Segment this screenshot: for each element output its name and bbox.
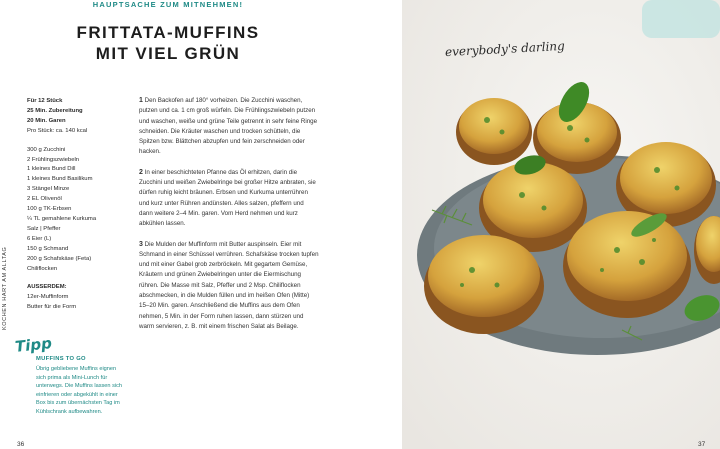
tip-title: MUFFINS TO GO [36, 356, 86, 362]
servings: Für 12 Stück [27, 98, 63, 104]
step-number: 2 [139, 168, 143, 176]
section-kicker: HAUPTSACHE ZUM MITNEHMEN! [92, 0, 244, 9]
side-running-label: KOCHEN HART AM ALLTAG [2, 246, 8, 330]
step-text: Den Backofen auf 180° vorheizen. Die Zucchini waschen, putzen und ca. 1 cm groß würfeln. Die Frühlingszwiebeln putzen und waschen, weiße und grüne Teile getrennt in sehr feine Ringe schneiden. Die Kräuter waschen und trocken schütteln, die Spitzen bzw. Blättchen abzupfen und fein zerschneiden oder hacken. [139, 97, 318, 156]
calories: Pro Stück: ca. 140 kcal [27, 127, 88, 134]
ingredient-item: 100 g TK-Erbsen [27, 206, 72, 213]
muffin [424, 235, 544, 334]
right-page-photo [402, 0, 720, 449]
prep-time: 25 Min. Zubereitung [27, 107, 83, 114]
ingredient-item: 150 g Schmand [27, 245, 69, 252]
page-number-right: 37 [698, 441, 706, 448]
tip-text: Übrig gebliebene Muffins eignen sich prima als Mini-Lunch für unterwegs. Die Muffins lassen sich einfrieren oder abgekühlt in einer Box bis zum übernächsten Tag im Kühlschrank aufbewahren. [36, 366, 123, 415]
muffin [563, 211, 691, 318]
glass-decoration [642, 0, 720, 38]
extra-heading: AUSSERDEM: [27, 284, 67, 291]
ingredient-item: 6 Eier (L) [27, 235, 52, 242]
ingredient-item: ¼ TL gemahlene Kurkuma [27, 215, 97, 222]
cook-time: 20 Min. Garen [27, 117, 66, 124]
step-number: 1 [139, 97, 143, 104]
step-text: In einer beschichteten Pfanne das Öl erhitzen, darin die Zucchini und weißen Zwiebelringe bei großer Hitze anbraten, sie dürfen ruhig leicht bräunen. Erbsen und Kurkuma unterrühren und kurz unter Rühren andünsten. Alles salzen, pfeffern und dann weitere 2–4 Min. garen. Vom Herd nehmen und kurz abkühlen lassen. [139, 168, 316, 228]
extra-item: 12er-Muffinform [27, 294, 69, 301]
muffin-photo [402, 0, 720, 449]
recipe-title-line-1: FRITTATA-MUFFINS [76, 23, 260, 42]
ingredient-item: 3 Stängel Minze [27, 186, 70, 193]
ingredient-item: 200 g Schafskäse (Feta) [27, 255, 92, 262]
ingredient-item: 2 EL Olivenöl [27, 196, 62, 203]
ingredient-item: 300 g Zucchini [27, 146, 66, 153]
recipe-title [0, 22, 336, 64]
step [139, 240, 319, 333]
step-text: Die Mulden der Muffinform mit Butter auspinseln. Eier mit Schmand in einer Schüssel verrühren. Schafskäse trocken tupfen und mit einer Gabel grob zerbröckeln. Mit gegartem Gemüse, Kräutern und grünen Zwiebelringen unter die Eiermischung rühren. Die Masse mit Salz, Pfeffer und 2 Msp. Chiliflocken abschmecken, in die Mulden füllen und im heißen Ofen (Mitte) 15–20 Min. garen. Anschließend die Muffins aus dem Ofen nehmen, 5 Min. in der Form ruhen lassen, dann stürzen und warm servieren, z. B. mit einem frischen Salat als Beilage. [139, 240, 319, 330]
ingredients-column [27, 97, 131, 313]
page-number-left: 36 [17, 441, 25, 448]
steps-column [139, 96, 319, 342]
ingredient-item: Chiliflocken [27, 265, 58, 272]
muffin [456, 98, 532, 165]
ingredient-item: 1 kleines Bund Basilikum [27, 176, 93, 183]
ingredient-item: 1 kleines Bund Dill [27, 166, 76, 173]
step [139, 168, 319, 230]
step-number: 3 [139, 240, 143, 248]
step [139, 96, 319, 158]
ingredient-item: 2 Frühlingszwiebeln [27, 156, 80, 163]
ingredient-item: Salz | Pfeffer [27, 225, 61, 232]
photo-caption: everybody's darling [444, 38, 566, 60]
tip-badge: Tipp [14, 334, 53, 356]
extra-item: Butter für die Form [27, 304, 77, 311]
recipe-title-line-2: MIT VIEL GRÜN [95, 44, 241, 63]
